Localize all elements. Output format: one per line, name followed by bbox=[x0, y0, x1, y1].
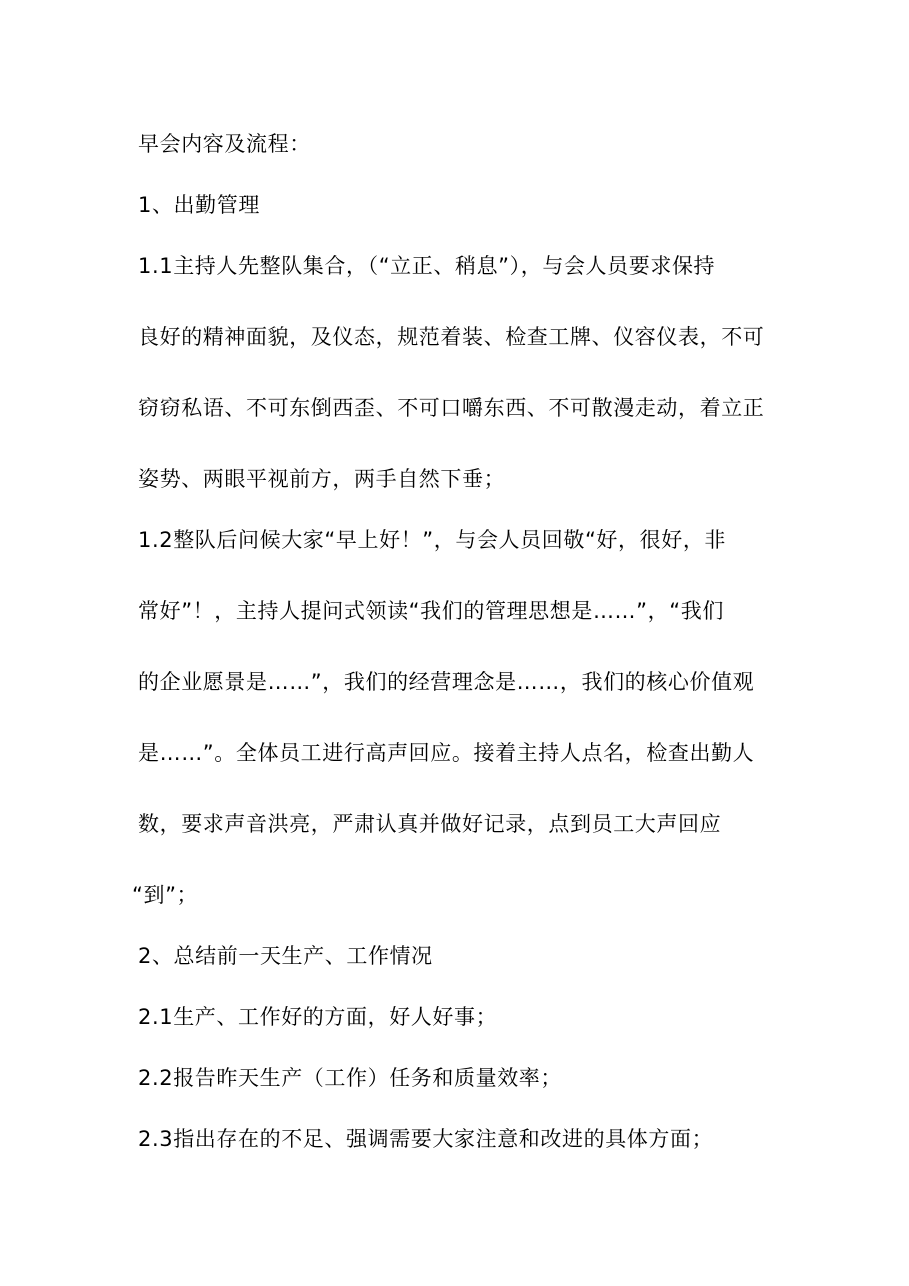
item-2-2: 2.2报告昨天生产（工作）任务和质量效率； bbox=[138, 1066, 562, 1090]
paragraph-1-2-line-3: 的企业愿景是……”，我们的经营理念是……，我们的核心价值观 bbox=[138, 670, 755, 694]
item-2-1: 2.1生产、工作好的方面，好人好事； bbox=[138, 1005, 498, 1029]
heading-morning-meeting: 早会内容及流程： bbox=[138, 132, 311, 156]
item-2-3: 2.3指出存在的不足、强调需要大家注意和改进的具体方面； bbox=[138, 1127, 714, 1151]
paragraph-1-1-line-2: 良好的精神面貌，及仪态，规范着装、检查工牌、仪容仪表，不可 bbox=[138, 325, 765, 349]
paragraph-1-1-line-4: 姿势、两眼平视前方，两手自然下垂； bbox=[138, 467, 506, 491]
paragraph-1-2-line-4: 是……”。全体员工进行高声回应。接着主持人点名，检查出勤人 bbox=[138, 741, 755, 765]
paragraph-1-2-line-6: “到”； bbox=[132, 883, 199, 907]
paragraph-1-2-line-2: 常好”！，主持人提问式领读“我们的管理思想是……”，“我们 bbox=[138, 599, 724, 623]
paragraph-1-2-line-5: 数，要求声音洪亮，严肃认真并做好记录，点到员工大声回应 bbox=[138, 812, 722, 836]
section-2-title: 2、总结前一天生产、工作情况 bbox=[138, 944, 433, 968]
section-1-title: 1、出勤管理 bbox=[138, 193, 260, 217]
paragraph-1-1-line-3: 窃窃私语、不可东倒西歪、不可口嚼东西、不可散漫走动，着立正 bbox=[138, 396, 765, 420]
paragraph-1-1-line-1: 1.1主持人先整队集合，（“立正、稍息”），与会人员要求保持 bbox=[138, 254, 716, 278]
paragraph-1-2-line-1: 1.2整队后问候大家“早上好！”，与会人员回敬“好，很好，非 bbox=[138, 528, 727, 552]
